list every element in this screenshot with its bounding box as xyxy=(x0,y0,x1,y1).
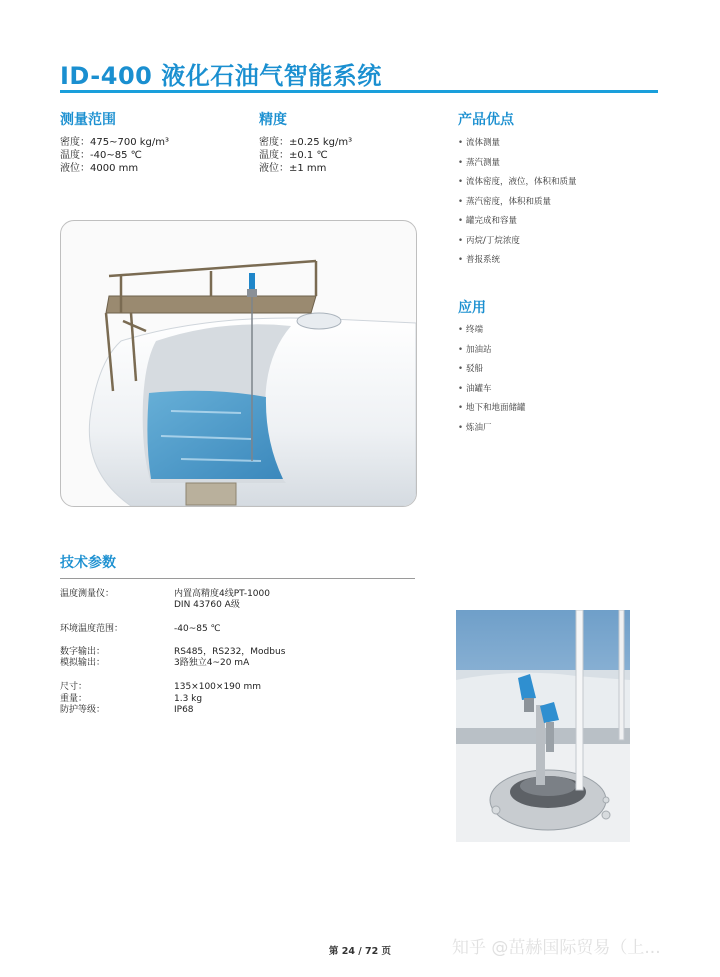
tech-label: 模拟输出： xyxy=(60,658,106,668)
advantages-list xyxy=(458,137,577,274)
installation-photo-svg xyxy=(456,610,630,842)
tank-illustration-svg xyxy=(61,221,416,506)
page-number: 第 24 / 72 页 xyxy=(328,946,392,957)
tech-label: 防护等级： xyxy=(60,705,106,715)
advantages-heading: 产品优点 xyxy=(458,112,514,128)
title-divider xyxy=(60,90,658,93)
accuracy-temperature: 温度：±0.1 ℃ xyxy=(259,150,328,161)
application-item: • 驳船 xyxy=(458,363,526,383)
page-title: ID-400 液化石油气智能系统 xyxy=(60,62,382,90)
tech-value: IP68 xyxy=(174,705,194,715)
tech-label: 重量： xyxy=(60,694,88,704)
accuracy-level: 液位：±1 mm xyxy=(259,163,327,174)
tech-value: 135×100×190 mm xyxy=(174,682,262,692)
measurement-range-heading: 测量范围 xyxy=(60,112,116,128)
tech-label: 尺寸： xyxy=(60,682,88,692)
application-item: • 油罐车 xyxy=(458,383,526,403)
tech-value: 3路独立4~20 mA xyxy=(174,658,250,668)
applications-heading: 应用 xyxy=(458,300,486,316)
advantage-item: • 丙烷/丁烷浓度 xyxy=(458,235,577,255)
tech-value: 内置高精度4线PT-1000 xyxy=(174,589,270,599)
measurement-range-level: 液位：4000 mm xyxy=(60,163,139,174)
measurement-range-density: 密度：475~700 kg/m³ xyxy=(60,137,169,148)
tech-label: 数字输出： xyxy=(60,647,106,657)
accuracy-density: 密度：±0.25 kg/m³ xyxy=(259,137,353,148)
advantage-item: • 蒸汽测量 xyxy=(458,157,577,177)
installation-photo xyxy=(456,610,630,842)
accuracy-heading: 精度 xyxy=(259,112,287,128)
tech-value: DIN 43760 A级 xyxy=(174,600,240,610)
watermark-text: 知乎 @茁赫国际贸易（上... xyxy=(452,938,661,958)
advantage-item: • 流体测量 xyxy=(458,137,577,157)
advantage-item: • 蒸汽密度，体积和质量 xyxy=(458,196,577,216)
accuracy-list xyxy=(259,136,352,175)
measurement-range-list xyxy=(60,136,169,175)
tech-params-heading: 技术参数 xyxy=(60,555,116,571)
tech-label: 环境温度范围： xyxy=(60,624,124,634)
advantage-item: • 普报系统 xyxy=(458,254,577,274)
advantage-item: • 流体密度，液位，体积和质量 xyxy=(458,176,577,196)
tech-label: 温度测量仪： xyxy=(60,589,115,599)
tank-cutaway-illustration xyxy=(60,220,417,507)
measurement-range-temperature: 温度：-40~85 ℃ xyxy=(60,150,142,161)
applications-list xyxy=(458,324,526,441)
advantage-item: • 罐完成和容量 xyxy=(458,215,577,235)
tech-value: RS485，RS232，Modbus xyxy=(174,647,286,657)
application-item: • 炼油厂 xyxy=(458,422,526,442)
application-item: • 终端 xyxy=(458,324,526,344)
tech-value: 1.3 kg xyxy=(174,694,203,704)
application-item: • 地下和地面储罐 xyxy=(458,402,526,422)
tech-params-divider xyxy=(60,578,415,579)
application-item: • 加油站 xyxy=(458,344,526,364)
tech-value: -40~85 ℃ xyxy=(174,624,221,634)
